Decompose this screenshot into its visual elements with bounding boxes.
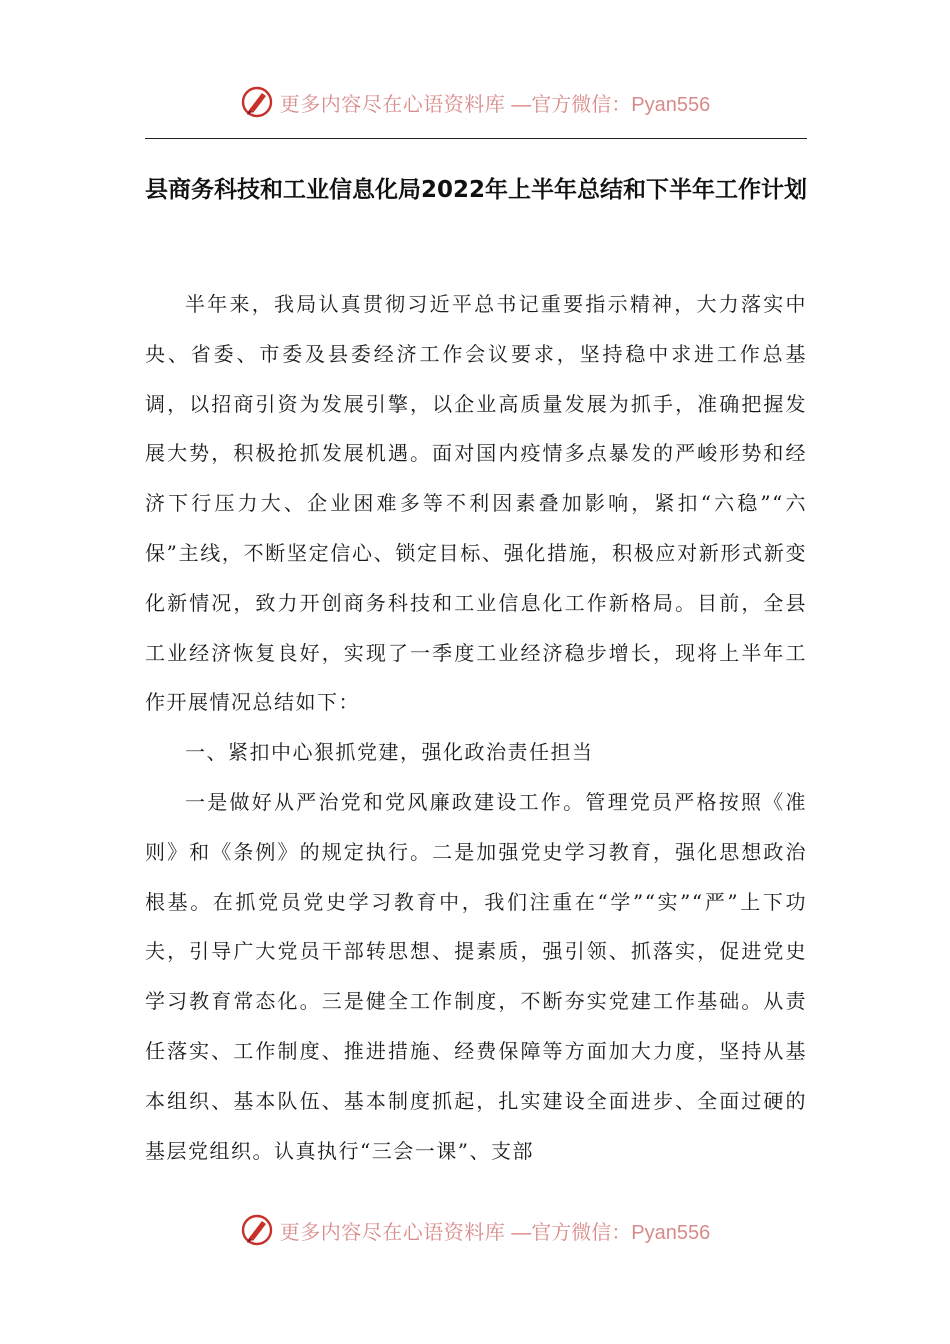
pen-circle-logo-icon (240, 1213, 274, 1247)
document-body (145, 280, 807, 1176)
document-title: 县商务科技和工业信息化局2022年上半年总结和下半年工作计划 (145, 177, 808, 203)
header-divider (145, 138, 807, 139)
section-heading-1: 一、紧扣中心狠抓党建，强化政治责任担当 (185, 740, 594, 765)
paragraph-party-building: 一是做好从严治党和党风廉政建设工作。管理党员严格按照《准则》和《条例》的规定执行。二是加强党史学习教育，强化思想政治根基。在抓党员党史学习教育中，我们注重在“学”“实”“严”上下功夫，引导广大党员干部转思想、提素质，强引领、抓落实，促进党史学习教育常态化。三是健全工作制度，不断夯实党建工作基础。从责任落实、工作制度、推进措施、经费保障等方面加大力度，坚持从基本组织、基本队伍、基本制度抓起，扎实建设全面进步、全面过硬的基层党组织。认真执行“三会一课”、支部 (145, 789, 807, 1163)
watermark-banner-bottom (0, 1210, 950, 1250)
watermark-brand: 更多内容尽在心语资料库 (279, 1219, 506, 1244)
watermark-brand: 更多内容尽在心语资料库 (279, 91, 506, 116)
watermark-contact: —官方微信：Pyan556 (511, 1221, 711, 1244)
paragraph-intro: 半年来，我局认真贯彻习近平总书记重要指示精神，大力落实中央、省委、市委及县委经济工作会议要求，坚持稳中求进工作总基调，以招商引资为发展引擎，以企业高质量发展为抓手，准确把握发展大势，积极抢抓发展机遇。面对国内疫情多点暴发的严峻形势和经济下行压力大、企业困难多等不利因素叠加影响，紧扣“六稳”“六保”主线，不断坚定信心、锁定目标、强化措施，积极应对新形式新变化新情况，致力开创商务科技和工业信息化工作新格局。目前，全县工业经济恢复良好，实现了一季度工业经济稳步增长，现将上半年工作开展情况总结如下： (145, 292, 807, 715)
watermark-contact: —官方微信：Pyan556 (511, 93, 711, 116)
pen-circle-logo-icon (240, 85, 274, 119)
watermark-banner-top (0, 82, 950, 122)
